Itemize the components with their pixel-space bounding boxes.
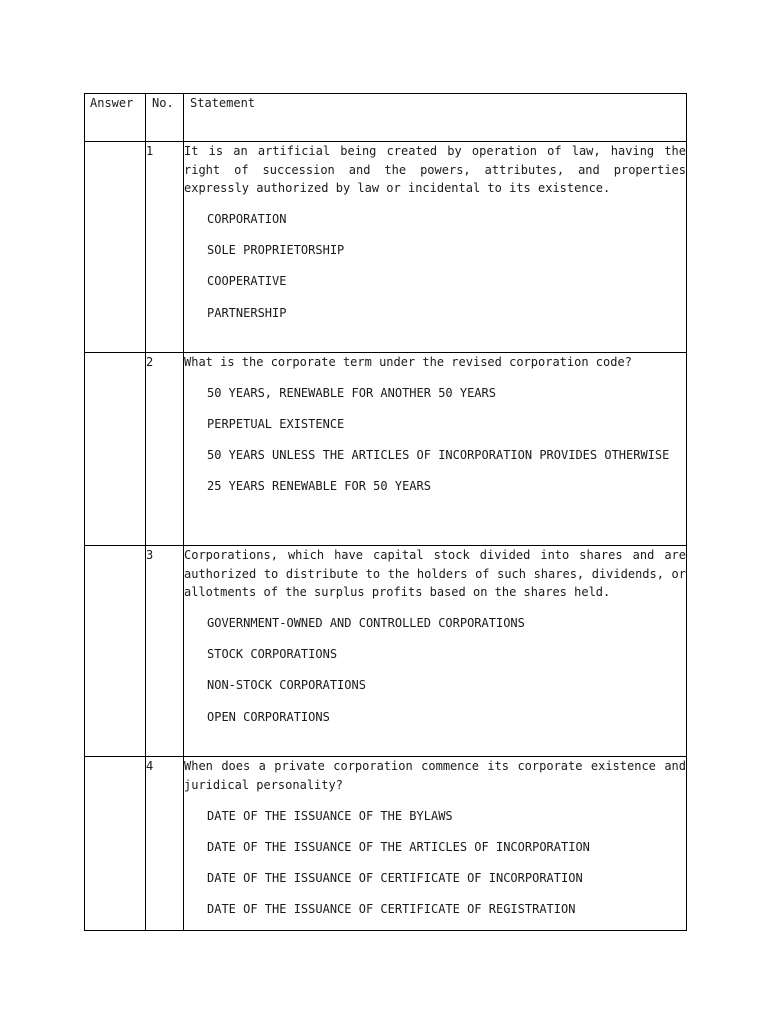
- statement-column-header: Statement: [184, 94, 687, 142]
- question-number: 1: [146, 142, 184, 353]
- question-number: 2: [146, 353, 184, 546]
- table-row: [85, 353, 687, 546]
- answer-option: SOLE PROPRIETORSHIP: [207, 243, 345, 258]
- answer-cell[interactable]: [85, 353, 146, 546]
- answer-column-header: Answer: [85, 94, 146, 142]
- question-text: Corporations, which have capital stock divided into shares and are authorized to distribute to the holders of such shares, dividends, or allotments of the surplus profits based on the shares held.: [184, 548, 686, 600]
- answer-option: CORPORATION: [207, 212, 287, 227]
- answer-cell[interactable]: [85, 546, 146, 757]
- answer-option: PARTNERSHIP: [207, 305, 287, 320]
- table-row: [85, 546, 687, 757]
- answer-cell[interactable]: [85, 757, 146, 931]
- statement-cell: [184, 142, 687, 353]
- number-column-header: No.: [146, 94, 184, 142]
- answer-option: STOCK CORPORATIONS: [207, 647, 338, 662]
- table-row: [85, 142, 687, 353]
- statement-cell: [184, 757, 687, 931]
- statement-cell: [184, 353, 687, 546]
- answer-option: DATE OF THE ISSUANCE OF CERTIFICATE OF REGISTRATION: [207, 901, 576, 916]
- statement-cell: [184, 546, 687, 757]
- answer-option: 50 YEARS UNLESS THE ARTICLES OF INCORPORATION PROVIDES OTHERWISE: [207, 448, 670, 463]
- answer-option: DATE OF THE ISSUANCE OF THE BYLAWS: [207, 808, 453, 823]
- table-row: [85, 757, 687, 931]
- answer-option: NON-STOCK CORPORATIONS: [207, 678, 366, 693]
- answer-cell[interactable]: [85, 142, 146, 353]
- question-text: It is an artificial being created by operation of law, having the right of succession and the powers, attributes, and properties expressly authorized by law or incidental to its existence.: [184, 144, 686, 196]
- quiz-table: [84, 93, 687, 931]
- question-number: 3: [146, 546, 184, 757]
- answer-option: GOVERNMENT-OWNED AND CONTROLLED CORPORATIONS: [207, 616, 525, 631]
- answer-option: DATE OF THE ISSUANCE OF THE ARTICLES OF INCORPORATION: [207, 839, 590, 854]
- answer-option: PERPETUAL EXISTENCE: [207, 417, 345, 432]
- table-header-row: [85, 94, 687, 142]
- answer-option: 25 YEARS RENEWABLE FOR 50 YEARS: [207, 479, 431, 494]
- question-text: What is the corporate term under the revised corporation code?: [184, 355, 632, 369]
- answer-option: 50 YEARS, RENEWABLE FOR ANOTHER 50 YEARS: [207, 386, 496, 401]
- question-number: 4: [146, 757, 184, 931]
- answer-option: OPEN CORPORATIONS: [207, 709, 330, 724]
- answer-option: DATE OF THE ISSUANCE OF CERTIFICATE OF INCORPORATION: [207, 870, 583, 885]
- answer-option: COOPERATIVE: [207, 274, 287, 289]
- question-text: When does a private corporation commence its corporate existence and juridical personality?: [184, 759, 686, 792]
